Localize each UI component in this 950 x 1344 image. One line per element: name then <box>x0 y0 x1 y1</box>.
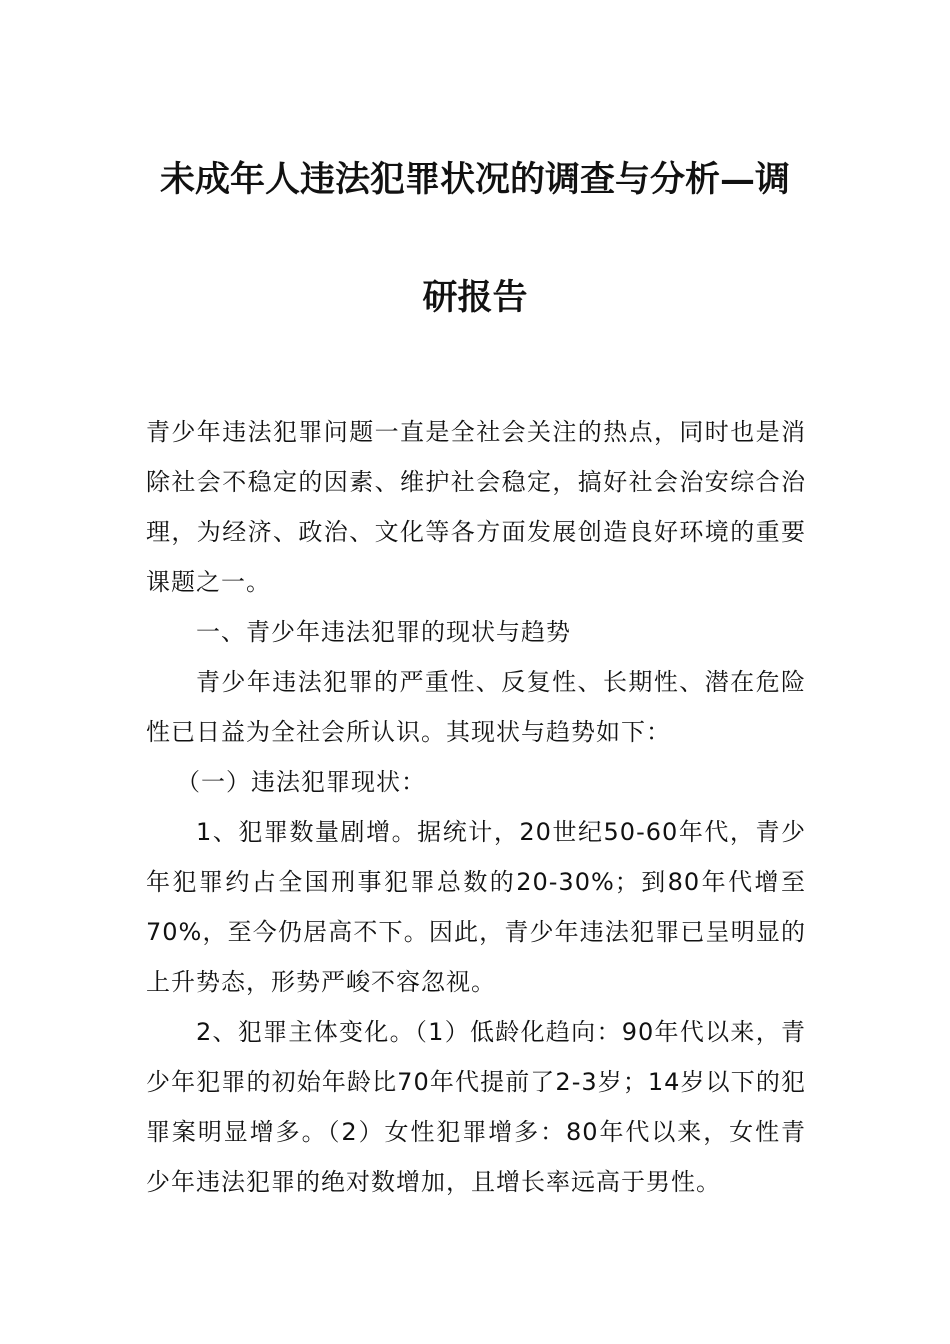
section-heading-1: 一、青少年违法犯罪的现状与趋势 <box>196 618 571 646</box>
paragraph-item-1: 1、犯罪数量剧增。据统计，20世纪50-60年代，青少年犯罪约占全国刑事犯罪总数的20-30%；到80年代增至70%，至今仍居高不下。因此，青少年违法犯罪已呈明显的上升势态，形势严峻不容忽视。 <box>146 818 806 996</box>
paragraph-overview: 青少年违法犯罪的严重性、反复性、长期性、潜在危险性已日益为全社会所认识。其现状与趋势如下： <box>146 668 806 746</box>
document-body <box>146 407 806 1207</box>
document-title-line-2: 研报告 <box>422 277 528 318</box>
paragraph-intro: 青少年违法犯罪问题一直是全社会关注的热点，同时也是消除社会不稳定的因素、维护社会稳定，搞好社会治安综合治理，为经济、政治、文化等各方面发展创造良好环境的重要课题之一。 <box>146 418 806 596</box>
document-title-line-1: 未成年人违法犯罪状况的调查与分析—调 <box>159 159 790 200</box>
subsection-heading-1: （一）违法犯罪现状： <box>176 768 426 796</box>
paragraph-item-2: 2、犯罪主体变化。（1）低龄化趋向：90年代以来，青少年犯罪的初始年龄比70年代提前了2-3岁；14岁以下的犯罪案明显增多。（2）女性犯罪增多：80年代以来，女性青少年违法犯罪的绝对数增加，且增长率远高于男性。 <box>146 1018 806 1196</box>
